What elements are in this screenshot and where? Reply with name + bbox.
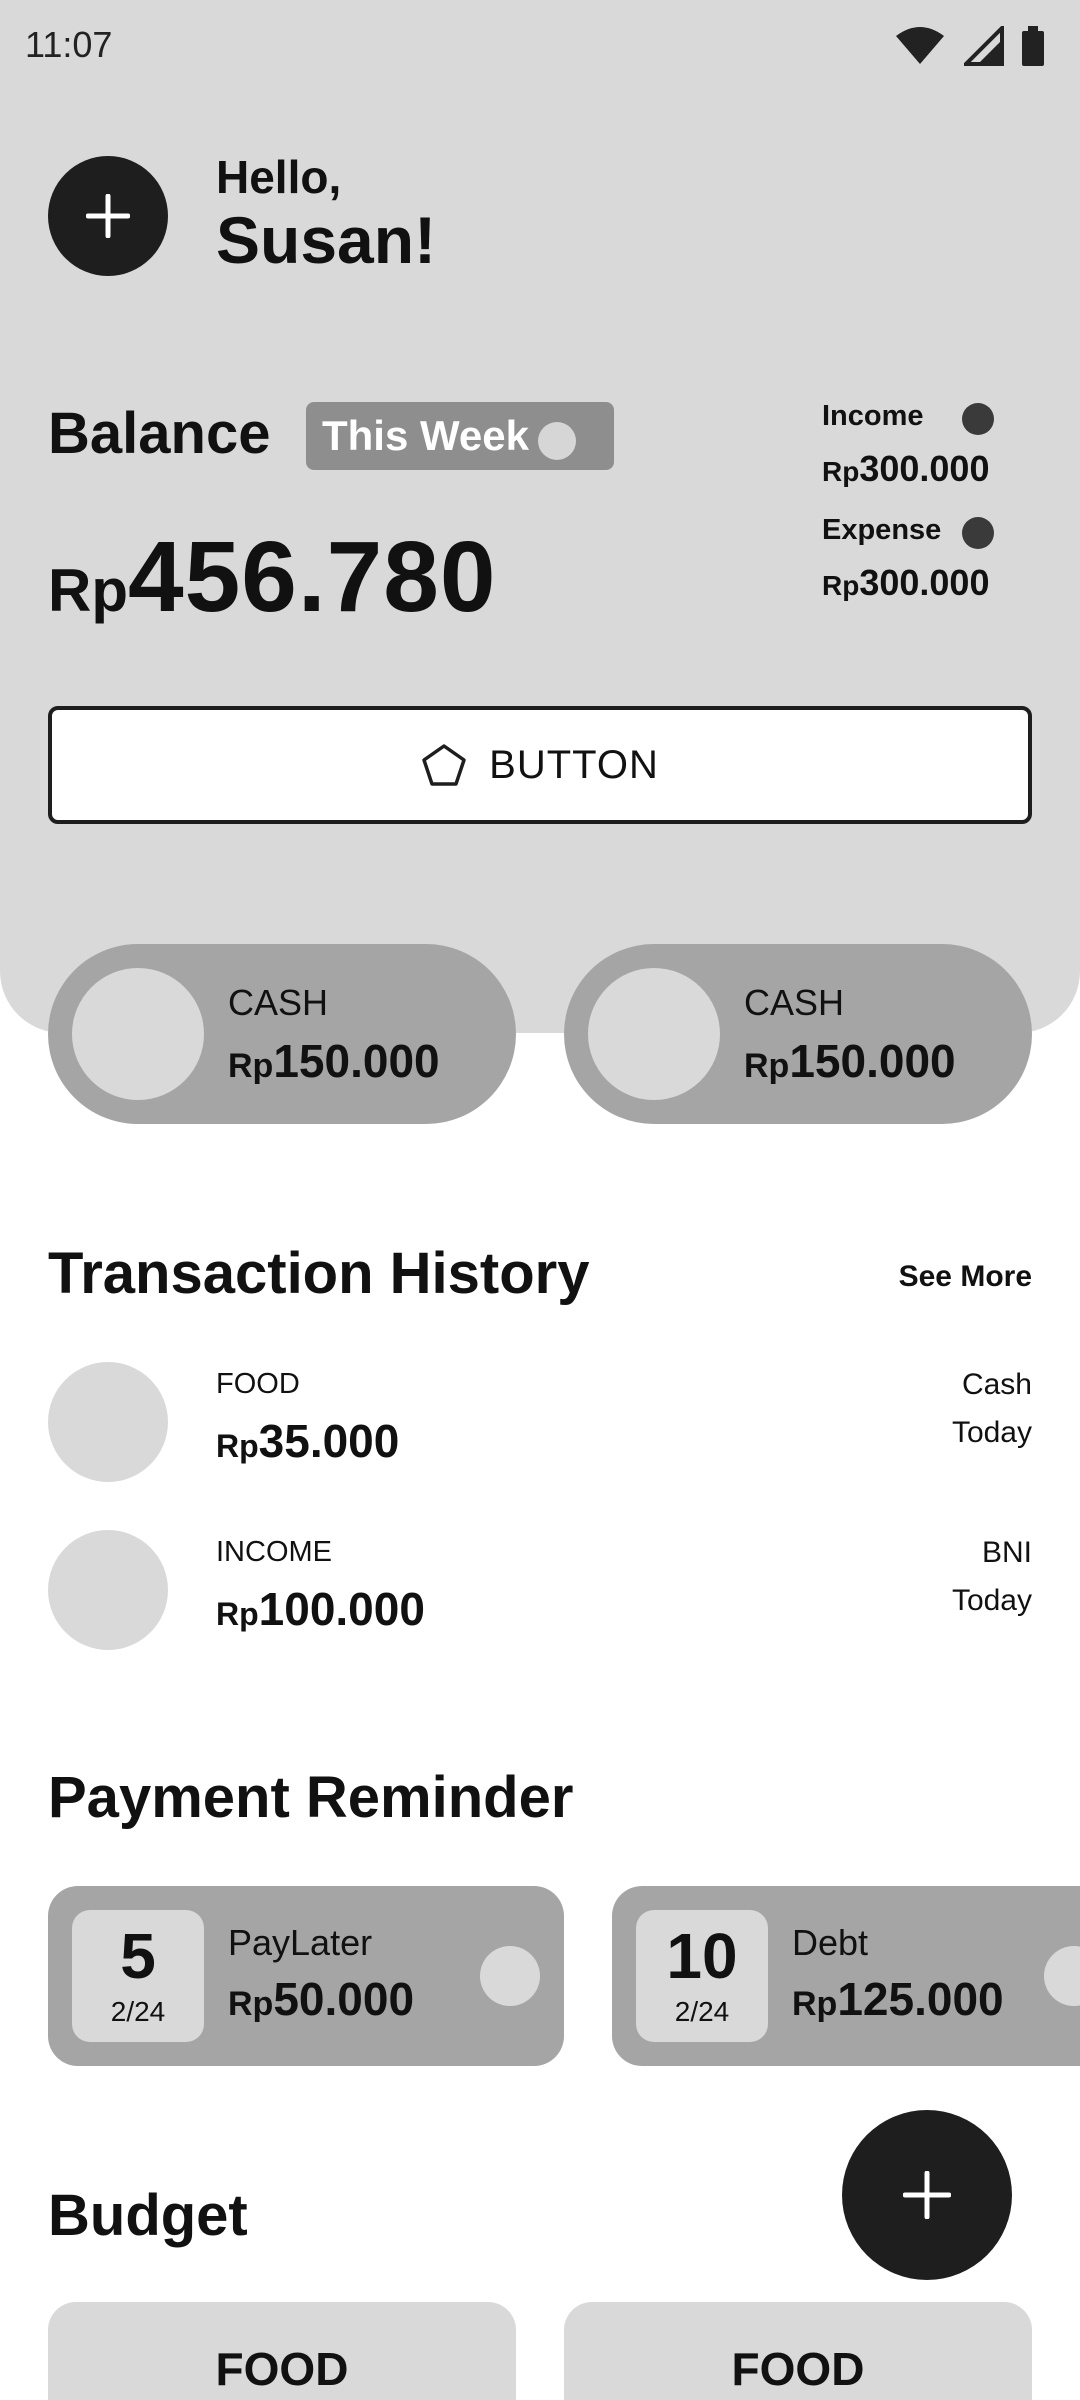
expense-indicator bbox=[962, 517, 994, 549]
expense-amount bbox=[822, 562, 989, 604]
reminder-status-dot[interactable] bbox=[480, 1946, 540, 2006]
reminder-amount bbox=[792, 1972, 1004, 2026]
wallet-value: 150.000 bbox=[273, 1035, 440, 1087]
wallet-amount bbox=[228, 1034, 440, 1088]
wallet-card[interactable] bbox=[564, 944, 1032, 1124]
category-icon bbox=[48, 1362, 168, 1482]
payment-reminder-title: Payment Reminder bbox=[48, 1765, 574, 1830]
wallet-icon bbox=[588, 968, 720, 1100]
expense-label: Expense bbox=[822, 514, 942, 546]
transaction-history-title: Transaction History bbox=[48, 1241, 590, 1306]
wifi-icon bbox=[894, 26, 946, 66]
reminder-month: 2/24 bbox=[674, 1996, 730, 2027]
floating-add-button[interactable] bbox=[842, 2110, 1012, 2280]
transaction-value: 35.000 bbox=[258, 1415, 400, 1467]
wallet-icon bbox=[72, 968, 204, 1100]
balance-value: 456.780 bbox=[127, 521, 497, 633]
transaction-row[interactable] bbox=[48, 1530, 1032, 1650]
reminder-name: Debt bbox=[792, 1922, 869, 1963]
see-more-link[interactable]: See More bbox=[898, 1260, 1032, 1293]
currency-prefix: Rp bbox=[822, 570, 860, 601]
wallet-name: CASH bbox=[744, 982, 845, 1023]
transaction-date: Today bbox=[951, 1584, 1032, 1617]
expense-value: 300.000 bbox=[859, 562, 990, 603]
category-icon bbox=[48, 1530, 168, 1650]
income-indicator bbox=[962, 403, 994, 435]
budget-label: FOOD bbox=[731, 2343, 865, 2395]
balance-amount bbox=[48, 520, 496, 635]
currency-prefix: Rp bbox=[744, 1047, 790, 1085]
budget-title: Budget bbox=[48, 2183, 248, 2248]
reminder-status-dot[interactable] bbox=[1044, 1946, 1080, 2006]
toggle-knob bbox=[538, 422, 576, 460]
status-time: 11:07 bbox=[25, 24, 113, 65]
income-label: Income bbox=[822, 400, 924, 432]
status-icons bbox=[894, 26, 1044, 66]
transaction-source: Cash bbox=[961, 1368, 1032, 1401]
plus-icon bbox=[903, 2171, 951, 2219]
main-action-button[interactable] bbox=[48, 706, 1032, 824]
transaction-amount bbox=[216, 1414, 399, 1468]
reminder-value: 50.000 bbox=[273, 1973, 415, 2025]
transaction-amount bbox=[216, 1582, 425, 1636]
transaction-category: INCOME bbox=[216, 1536, 332, 1568]
battery-icon bbox=[1022, 26, 1044, 66]
transaction-category: FOOD bbox=[216, 1368, 300, 1400]
balance-label: Balance bbox=[48, 401, 271, 466]
currency-prefix: Rp bbox=[822, 456, 860, 487]
transaction-value: 100.000 bbox=[258, 1583, 425, 1635]
income-amount bbox=[822, 448, 989, 490]
income-value: 300.000 bbox=[859, 448, 990, 489]
reminder-card[interactable] bbox=[612, 1886, 1080, 2066]
transaction-source: BNI bbox=[981, 1536, 1032, 1569]
budget-card[interactable] bbox=[48, 2302, 516, 2400]
greeting-hello: Hello, bbox=[216, 151, 342, 203]
currency-prefix: Rp bbox=[216, 1596, 259, 1632]
budget-card[interactable] bbox=[564, 2302, 1032, 2400]
currency-prefix: Rp bbox=[792, 1985, 838, 2023]
wallet-card[interactable] bbox=[48, 944, 516, 1124]
plus-icon bbox=[86, 194, 130, 238]
greeting-name: Susan! bbox=[216, 203, 437, 277]
budget-label: FOOD bbox=[215, 2343, 349, 2395]
transaction-date: Today bbox=[951, 1416, 1032, 1449]
reminder-month: 2/24 bbox=[110, 1996, 166, 2027]
reminder-name: PayLater bbox=[228, 1922, 373, 1963]
reminder-date bbox=[636, 1910, 768, 2042]
currency-prefix: Rp bbox=[228, 1047, 274, 1085]
pentagon-icon bbox=[421, 743, 467, 787]
wallet-value: 150.000 bbox=[789, 1035, 956, 1087]
period-label: This Week bbox=[322, 412, 529, 459]
wallet-name: CASH bbox=[228, 982, 329, 1023]
period-toggle[interactable] bbox=[306, 402, 614, 470]
reminder-amount bbox=[228, 1972, 414, 2026]
reminder-value: 125.000 bbox=[837, 1973, 1004, 2025]
reminder-day: 5 bbox=[120, 1920, 156, 1992]
main-action-label: BUTTON bbox=[489, 742, 659, 787]
currency-prefix: Rp bbox=[48, 557, 128, 624]
add-button[interactable] bbox=[48, 156, 168, 276]
signal-icon bbox=[964, 26, 1004, 66]
currency-prefix: Rp bbox=[228, 1985, 274, 2023]
status-bar bbox=[0, 0, 1080, 96]
reminder-card[interactable] bbox=[48, 1886, 564, 2066]
currency-prefix: Rp bbox=[216, 1428, 259, 1464]
transaction-row[interactable] bbox=[48, 1362, 1032, 1482]
reminder-day: 10 bbox=[666, 1920, 738, 1992]
reminder-date bbox=[72, 1910, 204, 2042]
wallet-amount bbox=[744, 1034, 956, 1088]
